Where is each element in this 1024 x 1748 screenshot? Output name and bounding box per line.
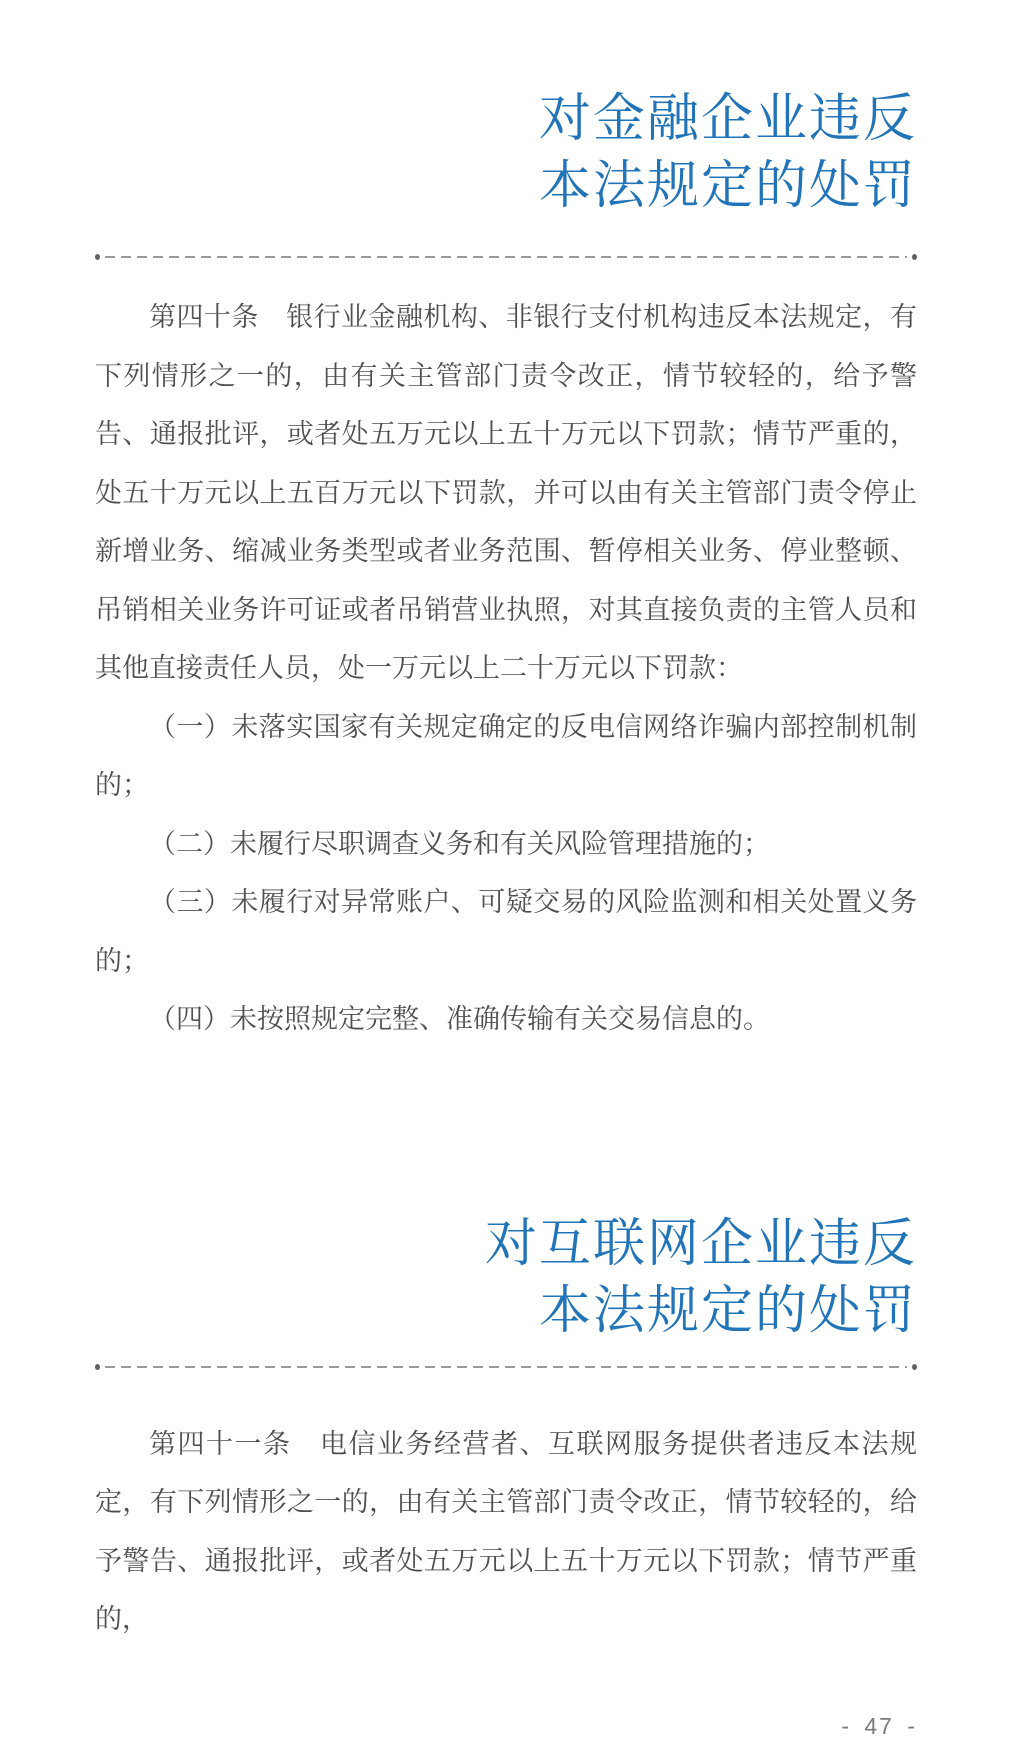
divider-end-dot — [95, 1364, 100, 1370]
article-40-item-1: （一）未落实国家有关规定确定的反电信网络诈骗内部控制机制的； — [95, 711, 917, 800]
article-40-item-2: （二）未履行尽职调查义务和有关风险管理措施的； — [149, 828, 770, 859]
section-title-line: 对互联网企业违反 — [484, 1214, 917, 1273]
divider-dashes — [105, 1366, 907, 1368]
section-title-internet-enterprises — [95, 1211, 917, 1345]
divider-end-dot — [912, 1364, 917, 1370]
section-title-line: 本法规定的处罚 — [538, 1281, 917, 1340]
section-title-financial-enterprises — [95, 86, 917, 220]
dashed-divider — [95, 253, 917, 261]
divider-dashes — [105, 256, 907, 258]
article-40-item-4: （四）未按照规定完整、准确传输有关交易信息的。 — [149, 1004, 770, 1034]
article-40-item-3: （三）未履行对异常账户、可疑交易的风险监测和相关处置义务的； — [95, 887, 917, 976]
dashed-divider — [95, 1363, 917, 1371]
divider-end-dot — [95, 254, 100, 260]
article-41-intro-paragraph: 第四十一条 电信业务经营者、互联网服务提供者违反本法规定，有下列情形之一的，由有关主管部门责令改正，情节较轻的，给予警告、通报批评，或者处五万元以上五十万元以下罚款；情节严重的， — [95, 1428, 917, 1634]
section-title-line: 本法规定的处罚 — [538, 157, 917, 215]
article-41-text — [95, 1415, 917, 1649]
section-title-line: 对金融企业违反 — [538, 90, 917, 148]
divider-end-dot — [912, 254, 917, 260]
page-number: - 47 - — [841, 1712, 917, 1739]
article-40-text — [95, 288, 917, 1049]
article-40-intro-paragraph: 第四十条 银行业金融机构、非银行支付机构违反本法规定，有下列情形之一的，由有关主管部门责令改正，情节较轻的，给予警告、通报批评，或者处五万元以上五十万元以下罚款；情节严重的，处五十万元以上五百万元以下罚款，并可以由有关主管部门责令停止新增业务、缩减业务类型或者业务范围、暂停相关业务、停业整顿、吊销相关业务许可证或者吊销营业执照，对其直接负责的主管人员和其他直接责任人员，处一万元以上二十万元以下罚款： — [95, 302, 917, 683]
